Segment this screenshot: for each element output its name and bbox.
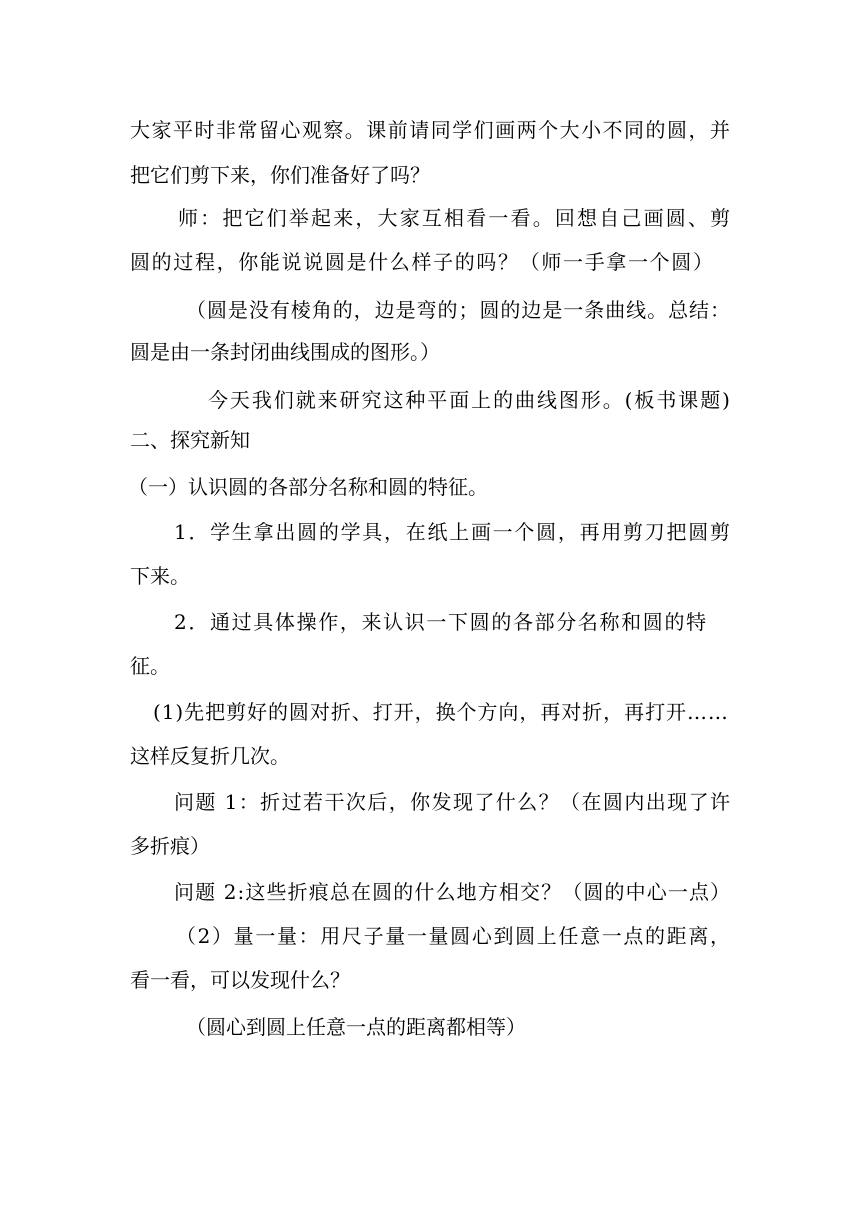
text-line: 圆是由一条封闭曲线围成的图形。） xyxy=(130,340,440,364)
text-line: （2）量一量：用尺子量一量圆心到圆上任意一点的距离， xyxy=(176,924,732,948)
text-line: 圆的过程，你能说说圆是什么样子的吗？（师一手拿一个圆） xyxy=(130,250,715,274)
text-line: 征。 xyxy=(130,654,170,678)
text-line: 把它们剪下来，你们准备好了吗？ xyxy=(130,163,430,187)
text-line: （圆心到圆上任意一点的距离都相等） xyxy=(186,1015,526,1039)
text-line: (1)先把剪好的圆对折、打开，换个方向，再对折，再打开…… xyxy=(153,700,729,724)
text-line: 1．学生拿出圆的学具，在纸上画一个圆，再用剪刀把圆剪 xyxy=(174,520,732,544)
subsection-heading: （一）认识圆的各部分名称和圆的特征。 xyxy=(128,475,488,499)
text-line: 看一看，可以发现什么？ xyxy=(130,968,350,992)
text-line: 师：把它们举起来，大家互相看一看。回想自己画圆、剪 xyxy=(178,206,733,230)
text-line: 下来。 xyxy=(130,564,190,588)
text-line: 这样反复折几次。 xyxy=(130,744,290,768)
text-line: 问题 2:这些折痕总在圆的什么地方相交？（圆的中心一点） xyxy=(174,880,732,904)
section-heading: 二、探究新知 xyxy=(130,428,250,452)
text-line: 今天我们就来研究这种平面上的曲线图形。(板书课题) xyxy=(208,388,732,412)
text-line: 大家平时非常留心观察。课前请同学们画两个大小不同的圆，并 xyxy=(130,118,732,142)
text-line: 2．通过具体操作，来认识一下圆的各部分名称和圆的特 xyxy=(174,610,708,634)
text-line: 多折痕） xyxy=(130,834,210,858)
text-line: （圆是没有棱角的，边是弯的；圆的边是一条曲线。总结： xyxy=(186,298,731,322)
text-line: 问题 1：折过若干次后，你发现了什么？（在圆内出现了许 xyxy=(174,790,732,814)
